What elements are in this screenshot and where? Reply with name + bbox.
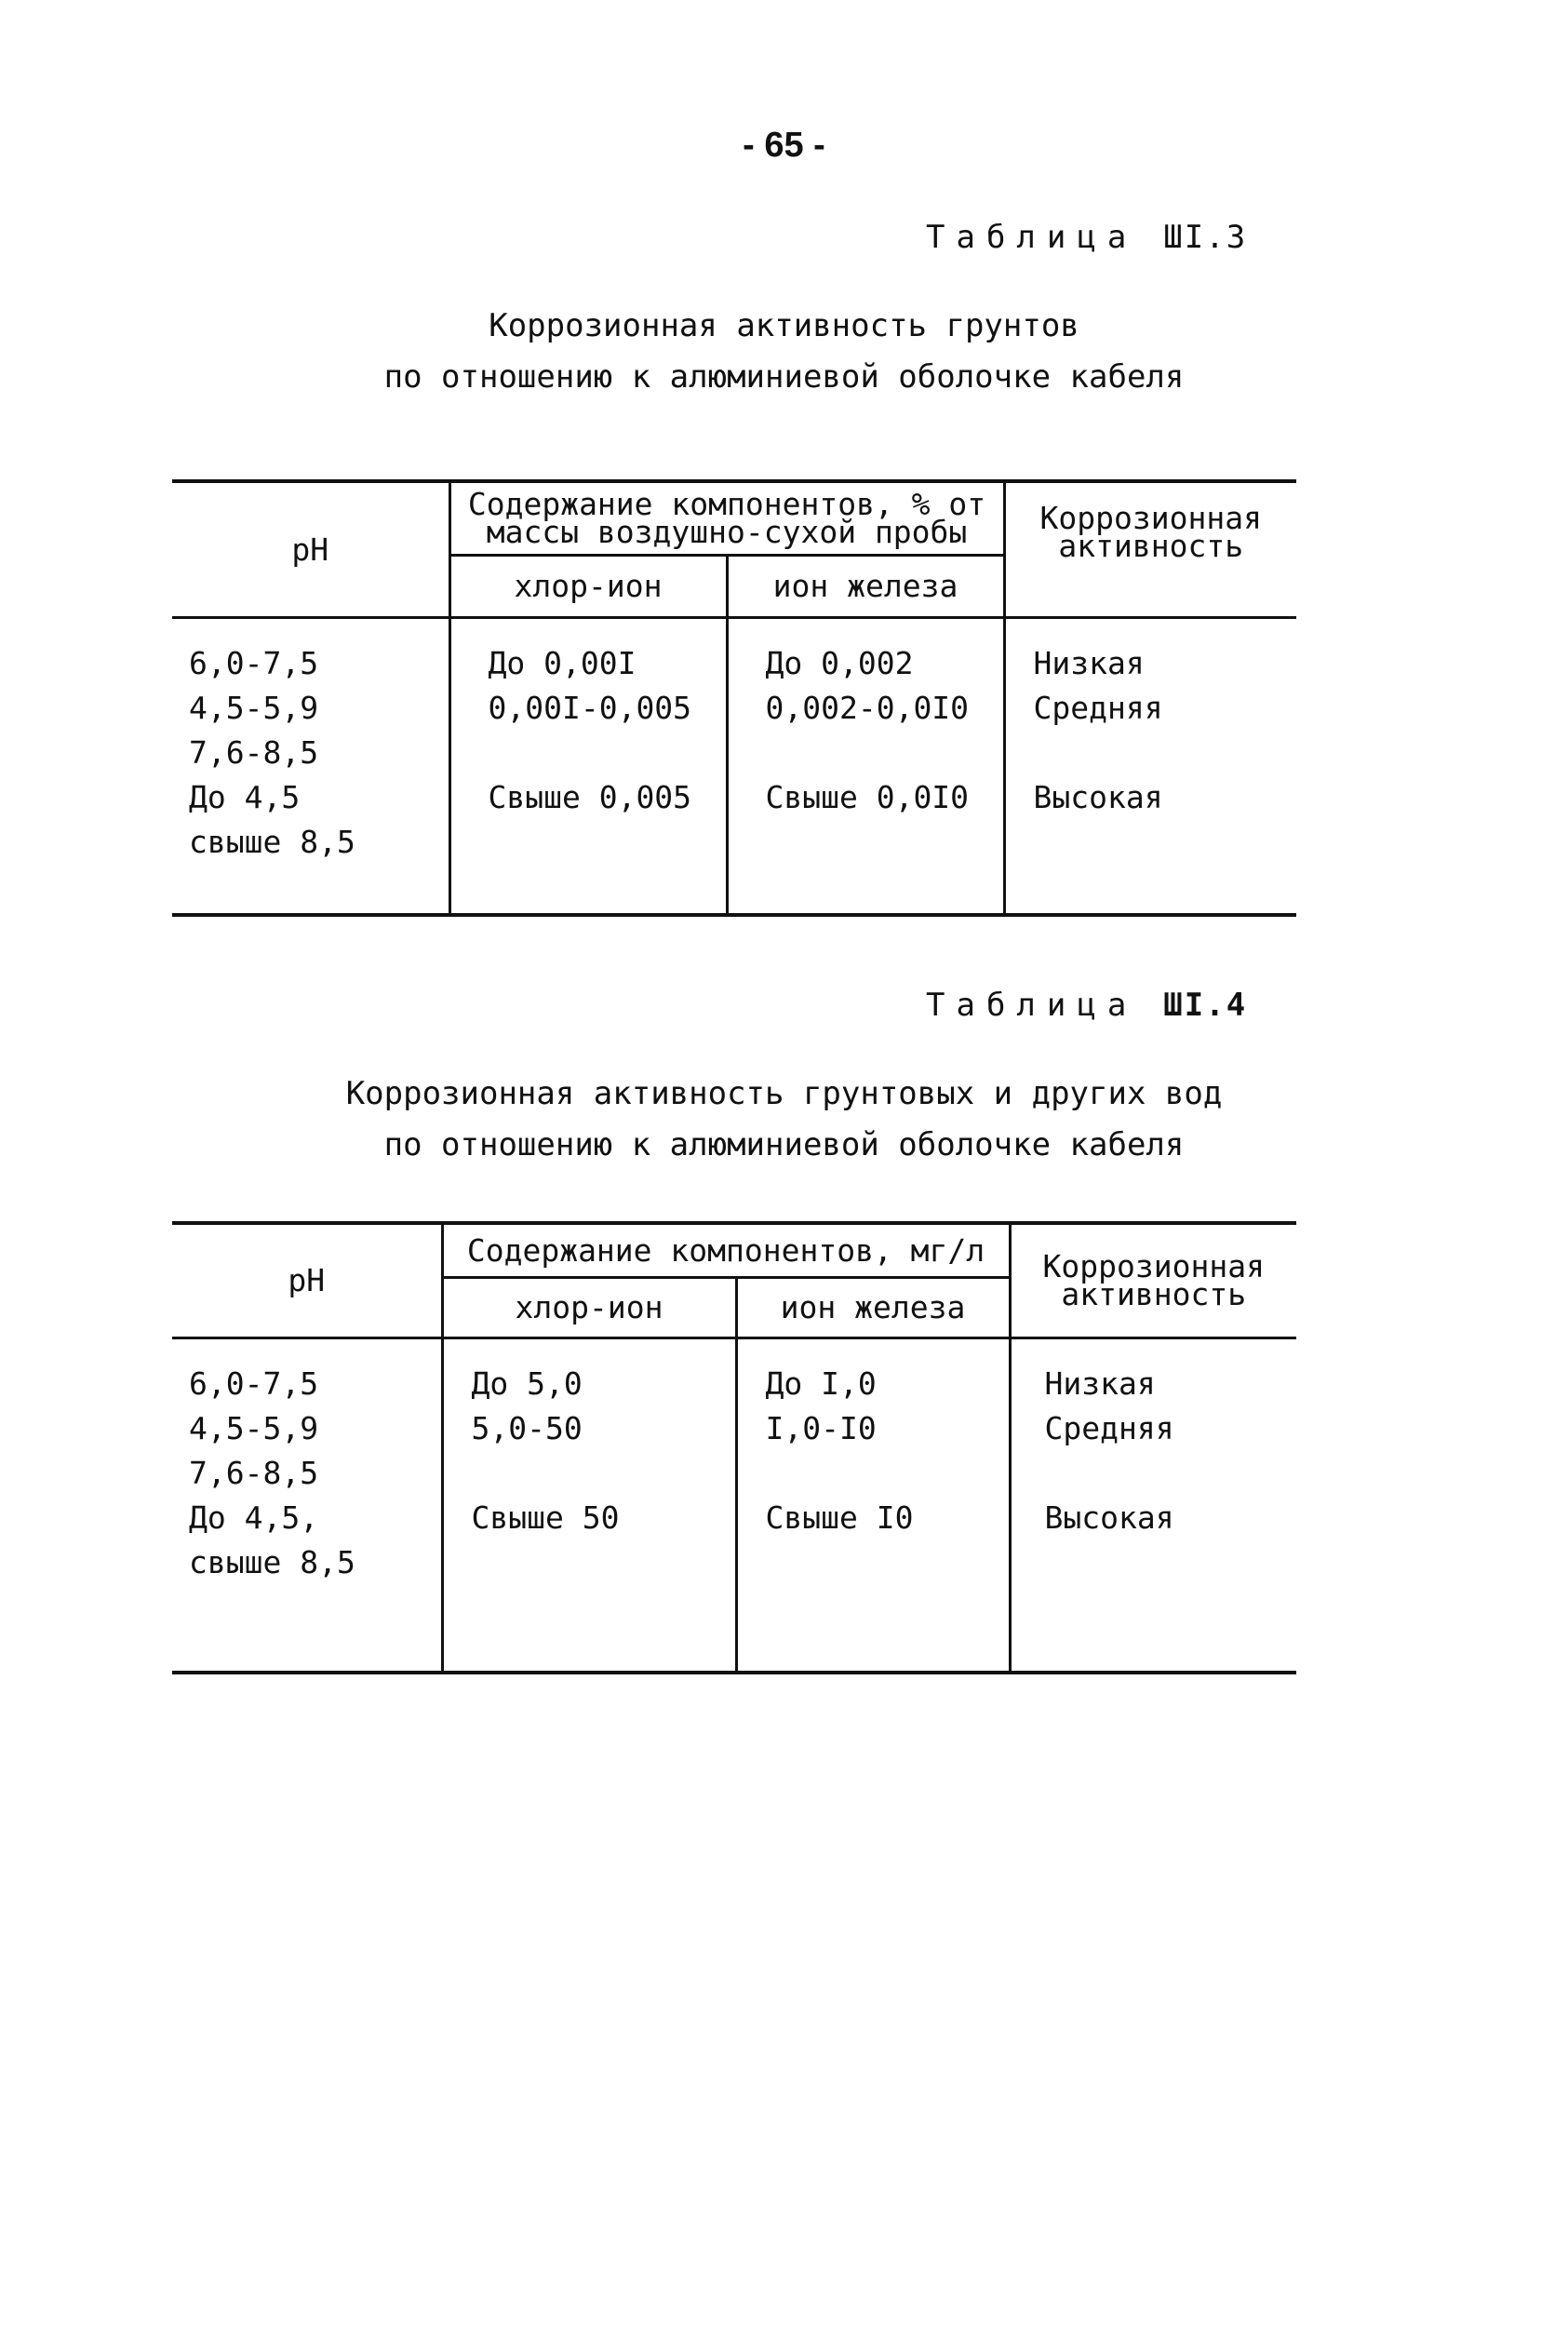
table2-ph-value: 4,5-5,9: [189, 1410, 319, 1446]
table2-label: [926, 987, 1247, 1024]
table2-chlorine-column: [442, 1338, 736, 1674]
table2-cell: Свыше 50: [471, 1499, 620, 1536]
table2-ph-column: [172, 1338, 442, 1674]
table2-ph-value: свыше 8,5: [189, 1544, 355, 1580]
table1-header-ph: pH: [172, 481, 449, 618]
table2-header-content: Содержание компонентов, мг/л: [442, 1223, 1010, 1278]
table1-cell: Средняя: [1033, 690, 1163, 726]
table1-header-activity: [1004, 481, 1296, 618]
table1-header-activity-line-2: активность: [1058, 527, 1244, 564]
table1-header-content-line-2: массы воздушно-сухой пробы: [486, 514, 968, 550]
table1-ph-value: До 4,5: [189, 779, 301, 815]
table1-ph-value: свыше 8,5: [189, 824, 355, 860]
table2-label-word: Таблица: [926, 987, 1138, 1024]
table1-header-chlorine: хлор-ион: [449, 556, 727, 618]
table2-header-chlorine: хлор-ион: [442, 1278, 736, 1338]
table1-ph-value: 6,0-7,5: [189, 645, 319, 681]
table2-ph-value: До 4,5,: [189, 1499, 319, 1536]
table1-cell: Свыше 0,005: [488, 779, 692, 815]
table1-label-word: Таблица: [926, 219, 1138, 256]
table1-header-activity-line-1: Коррозионная: [1039, 499, 1262, 536]
table2-cell: I,0-I0: [765, 1410, 877, 1446]
table2-activity-column: [1010, 1338, 1296, 1674]
table2: [172, 1221, 1296, 1674]
table1-header-content-line-1: Содержание компонентов, % от: [467, 486, 986, 522]
table1-header-iron: ион железа: [727, 556, 1004, 618]
table1-cell: Высокая: [1033, 779, 1163, 815]
table1-ph-value: 4,5-5,9: [189, 690, 319, 726]
table1-title-line-2: по отношению к алюминиевой оболочке кабеля: [383, 358, 1185, 396]
table1-activity-column: [1004, 618, 1296, 916]
table1-header-content: [449, 481, 1004, 556]
table1-label: [926, 219, 1247, 256]
table2-ph-value: 7,6-8,5: [189, 1455, 319, 1491]
table2-title-line-2: по отношению к алюминиевой оболочке кабеля: [383, 1126, 1185, 1163]
table1-cell: 0,00I-0,005: [488, 690, 692, 726]
table2-header-ph: pH: [172, 1223, 442, 1338]
table1-cell: 0,002-0,0I0: [765, 690, 970, 726]
table2-cell: 5,0-50: [471, 1410, 583, 1446]
table2-header-activity: [1010, 1223, 1296, 1338]
table2-header-activity-line-2: активность: [1061, 1276, 1247, 1312]
table2-title-line-1: Коррозионная активность грунтовых и других вод: [345, 1075, 1223, 1112]
table2-ph-value: 6,0-7,5: [189, 1365, 319, 1402]
table1-title-line-1: Коррозионная активность грунтов: [489, 307, 1079, 344]
table2-cell: Средняя: [1044, 1410, 1174, 1446]
table2-cell: Свыше I0: [765, 1499, 914, 1536]
table2-cell: Низкая: [1044, 1365, 1156, 1402]
table2-header-activity-line-1: Коррозионная: [1042, 1248, 1265, 1284]
table1-cell: До 0,00I: [488, 645, 637, 681]
table1-label-number: ШI.3: [1163, 219, 1248, 256]
table1-cell: До 0,002: [765, 645, 914, 681]
table1-ph-value: 7,6-8,5: [189, 734, 319, 771]
table1-chlorine-column: [449, 618, 727, 916]
table1-cell: Низкая: [1033, 645, 1145, 681]
table2-header-iron: ион железа: [736, 1278, 1010, 1338]
table1-iron-column: [727, 618, 1004, 916]
table2-cell: Высокая: [1044, 1499, 1174, 1536]
page-number: - 65 -: [743, 126, 825, 165]
table1-ph-column: [172, 618, 449, 916]
table2-cell: До I,0: [765, 1365, 877, 1402]
table1-cell: Свыше 0,0I0: [765, 779, 970, 815]
table1: [172, 479, 1296, 917]
table2-iron-column: [736, 1338, 1010, 1674]
table2-label-number: ШI.4: [1163, 987, 1248, 1024]
table2-cell: До 5,0: [471, 1365, 583, 1402]
